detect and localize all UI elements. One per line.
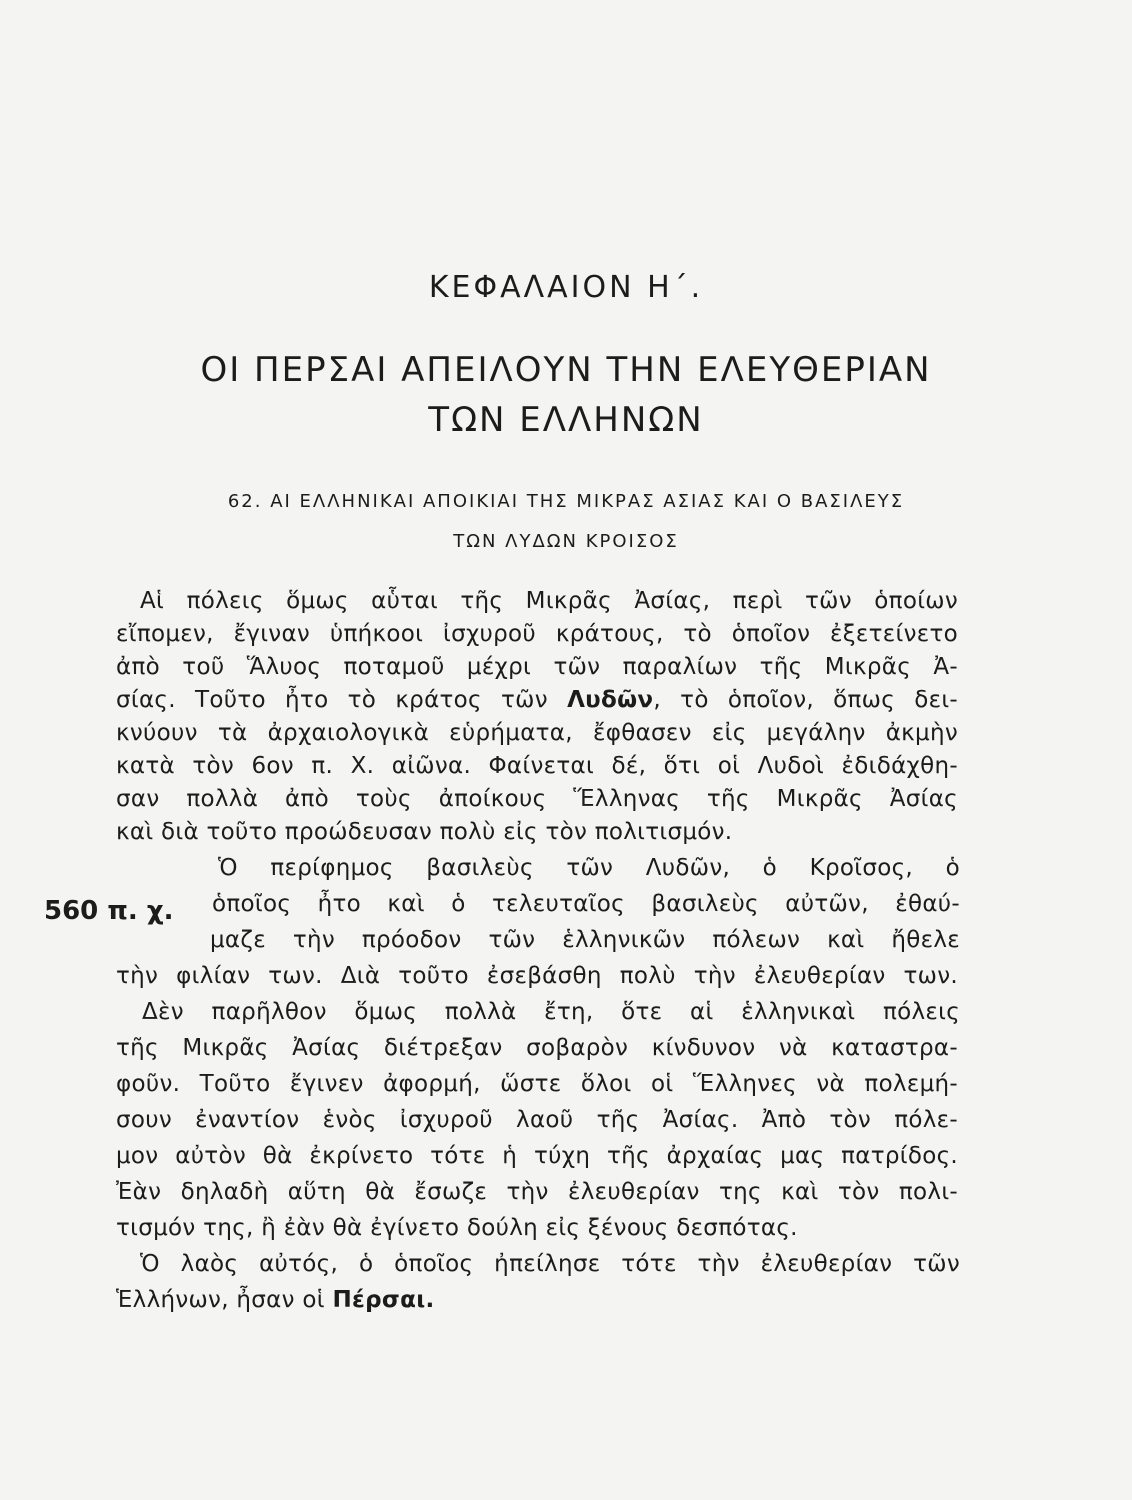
chapter-title-line-2: ΤΩΝ ΕΛΛΗΝΩΝ	[428, 400, 704, 440]
text-line-13: Δὲν παρῆλθον ὅμως πολλὰ ἔτη, ὅτε αἱ ἑλληνικαὶ πόλεις	[142, 999, 960, 1025]
bold-term-persians: Πέρσαι.	[332, 1287, 435, 1313]
chapter-title-line-1: ΟΙ ΠΕΡΣΑΙ ΑΠΕΙΛΟΥΝ ΤΗΝ ΕΛΕΥΘΕΡΙΑΝ	[200, 350, 932, 390]
text-line-16: σουν ἐναντίον ἑνὸς ἰσχυροῦ λαοῦ τῆς Ἀσίας. Ἀπὸ τὸν πόλε-	[116, 1107, 958, 1133]
text-line-15: φοῦν. Τοῦτο ἔγινεν ἀφορμή, ὥστε ὅλοι οἱ Ἕλληνες νὰ πολεμή-	[116, 1071, 958, 1097]
text-line-21	[116, 1285, 958, 1315]
margin-date-note: 560 π. χ.	[44, 896, 174, 926]
text-line-9: Ὁ περίφημος βασιλεὺς τῶν Λυδῶν, ὁ Κροῖσος, ὁ	[218, 855, 960, 881]
text-line-4-a: σίας. Τοῦτο ἦτο τὸ κράτος τῶν	[116, 687, 568, 713]
text-line-2: εἴπομεν, ἔγιναν ὑπήκοοι ἰσχυροῦ κράτους, τὸ ὁποῖον ἐξετείνετο	[116, 621, 958, 647]
text-line-21-a: Ἑλλήνων, ἦσαν οἱ	[116, 1287, 333, 1313]
text-line-18: Ἐὰν δηλαδὴ αὕτη θὰ ἔσωζε τὴν ἐλευθερίαν της καὶ τὸν πολι-	[116, 1179, 958, 1205]
text-line-1: Αἱ πόλεις ὅμως αὗται τῆς Μικρᾶς Ἀσίας, περὶ τῶν ὁποίων	[140, 588, 958, 614]
bold-term-lydians: Λυδῶν	[567, 687, 654, 713]
text-line-11: μαζε τὴν πρόοδον τῶν ἑλληνικῶν πόλεων καὶ ἤθελε	[210, 927, 960, 953]
text-line-8: καὶ διὰ τοῦτο προώδευσαν πολὺ εἰς τὸν πολιτισμόν.	[116, 819, 733, 845]
text-line-6: κατὰ τὸν 6ον π. Χ. αἰῶνα. Φαίνεται δέ, ὅτι οἱ Λυδοὶ ἐδιδάχθη-	[116, 753, 958, 779]
text-line-10: ὁποῖος ἦτο καὶ ὁ τελευταῖος βασιλεὺς αὐτῶν, ἐθαύ-	[212, 891, 960, 917]
text-line-7: σαν πολλὰ ἀπὸ τοὺς ἀποίκους Ἕλληνας τῆς Μικρᾶς Ἀσίας	[116, 786, 958, 812]
text-line-3: ἀπὸ τοῦ Ἅλυος ποταμοῦ μέχρι τῶν παραλίων τῆς Μικρᾶς Ἀ-	[116, 654, 958, 680]
chapter-heading: ΚΕΦΑΛΑΙΟΝ Η΄.	[428, 270, 704, 305]
text-line-4-c: , τὸ ὁποῖον, ὅπως δει-	[653, 687, 958, 713]
text-line-17: μον αὐτὸν θὰ ἐκρίνετο τότε ἡ τύχη τῆς ἀρχαίας μας πατρίδος.	[116, 1143, 958, 1169]
text-line-14: τῆς Μικρᾶς Ἀσίας διέτρεξαν σοβαρὸν κίνδυνον νὰ καταστρα-	[116, 1035, 958, 1061]
text-line-4	[116, 685, 958, 715]
section-heading-line-2: ΤΩΝ ΛΥΔΩΝ ΚΡΟΙΣΟΣ	[453, 531, 679, 552]
text-line-19: τισμόν της, ἢ ἐὰν θὰ ἐγίνετο δούλη εἰς ξένους δεσπότας.	[116, 1215, 798, 1241]
section-heading-line-1: 62. ΑΙ ΕΛΛΗΝΙΚΑΙ ΑΠΟΙΚΙΑΙ ΤΗΣ ΜΙΚΡΑΣ ΑΣΙΑΣ ΚΑΙ Ο ΒΑΣΙΛΕΥΣ	[227, 491, 905, 512]
text-line-5: κνύουν τὰ ἀρχαιολογικὰ εὑρήματα, ἔφθασεν εἰς μεγάλην ἀκμὴν	[116, 720, 958, 746]
text-line-20: Ὁ λαὸς αὐτός, ὁ ὁποῖος ἠπείλησε τότε τὴν ἐλευθερίαν τῶν	[140, 1251, 960, 1277]
text-line-12: τὴν φιλίαν των. Διὰ τοῦτο ἐσεβάσθη πολὺ τὴν ἐλευθερίαν των.	[116, 963, 958, 989]
